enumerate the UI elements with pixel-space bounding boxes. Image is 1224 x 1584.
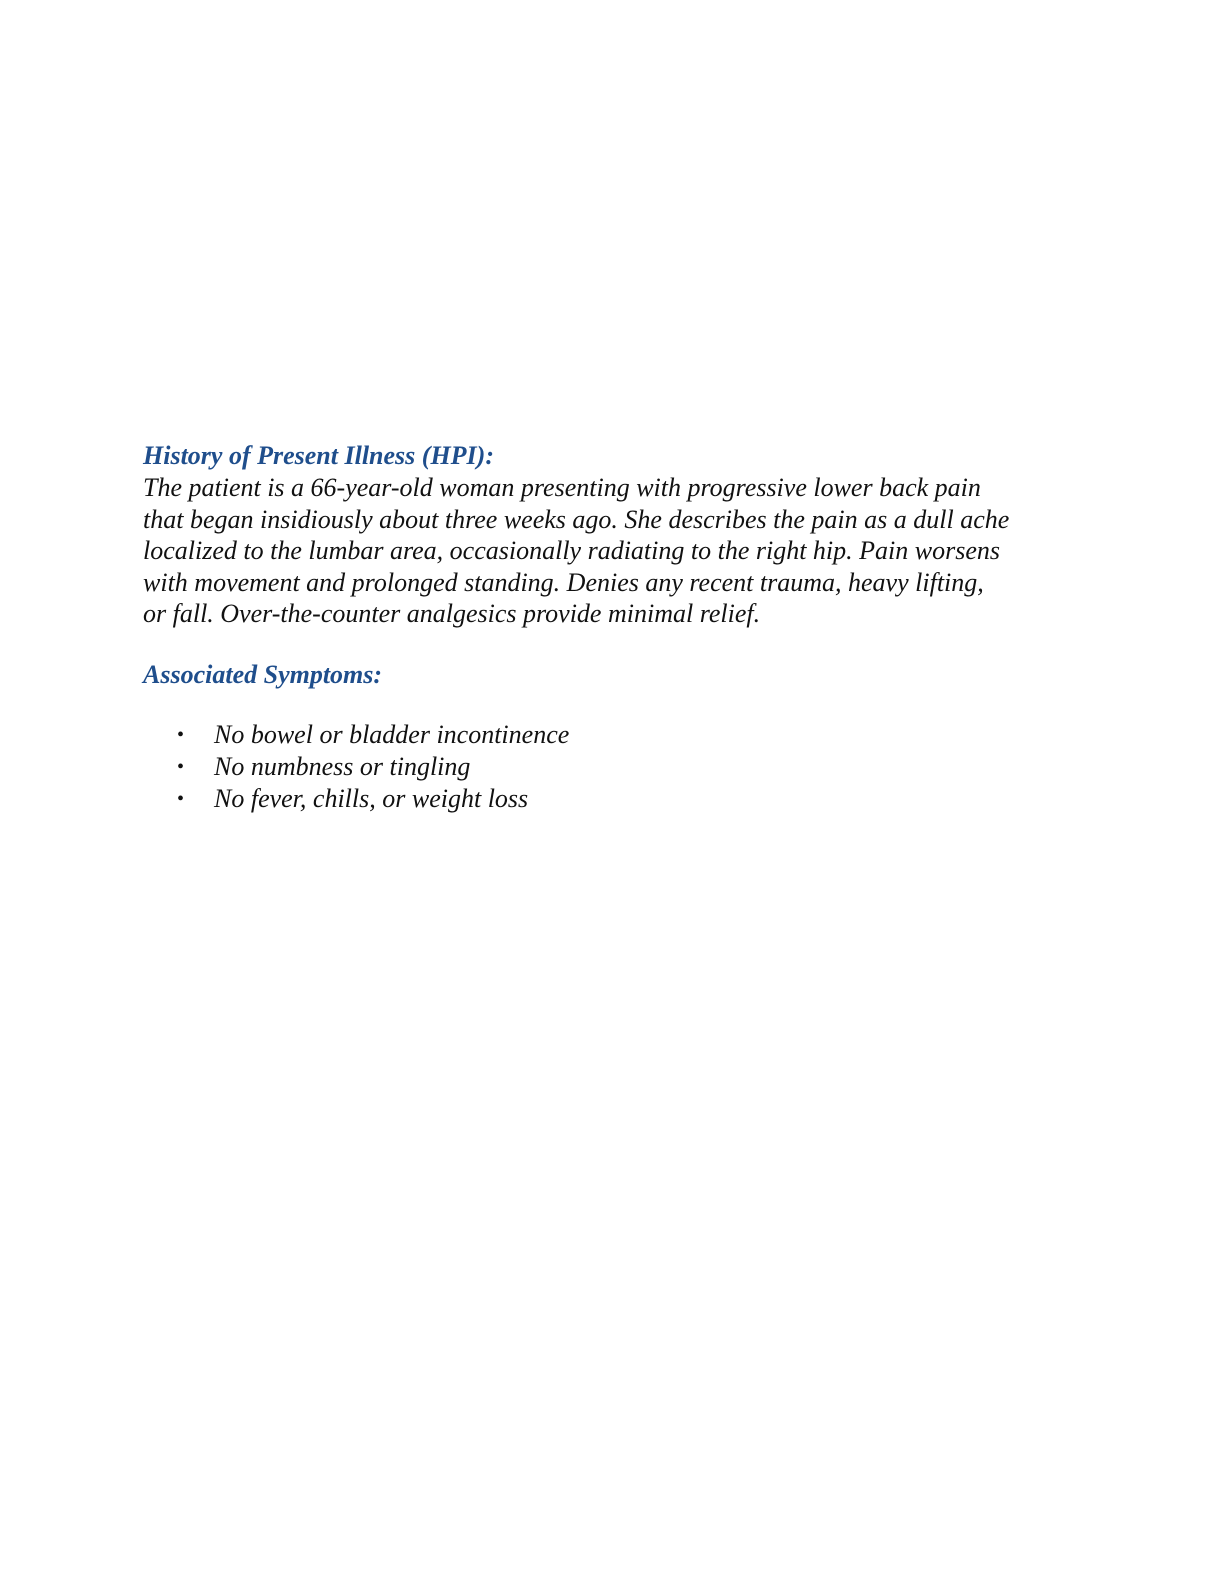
symptom-list: [143, 719, 1083, 815]
hpi-paragraph: [143, 472, 1083, 630]
list-item: [143, 719, 1083, 751]
bullet-icon: •: [177, 755, 185, 778]
symptom-text: No bowel or bladder incontinence: [214, 719, 570, 749]
list-item: [143, 783, 1083, 815]
list-item: [143, 751, 1083, 783]
bullet-icon: •: [177, 787, 185, 810]
hpi-heading: History of Present Illness (HPI):: [143, 441, 494, 470]
hpi-line: or fall. Over-the-counter analgesics provide minimal relief.: [143, 599, 761, 628]
hpi-line: localized to the lumbar area, occasionally radiating to the right hip. Pain worsens: [143, 536, 1000, 565]
hpi-line: with movement and prolonged standing. Denies any recent trauma, heavy lifting,: [143, 567, 984, 597]
bullet-icon: •: [177, 723, 185, 746]
hpi-line: that began insidiously about three weeks ago. She describes the pain as a dull ache: [143, 504, 1010, 534]
associated-symptoms-heading: Associated Symptoms:: [143, 659, 383, 689]
symptom-text: No numbness or tingling: [214, 751, 471, 781]
document-content: [143, 440, 1083, 815]
hpi-line: The patient is a 66-year-old woman presenting with progressive lower back pain: [143, 473, 981, 502]
symptom-text: No fever, chills, or weight loss: [214, 783, 529, 813]
